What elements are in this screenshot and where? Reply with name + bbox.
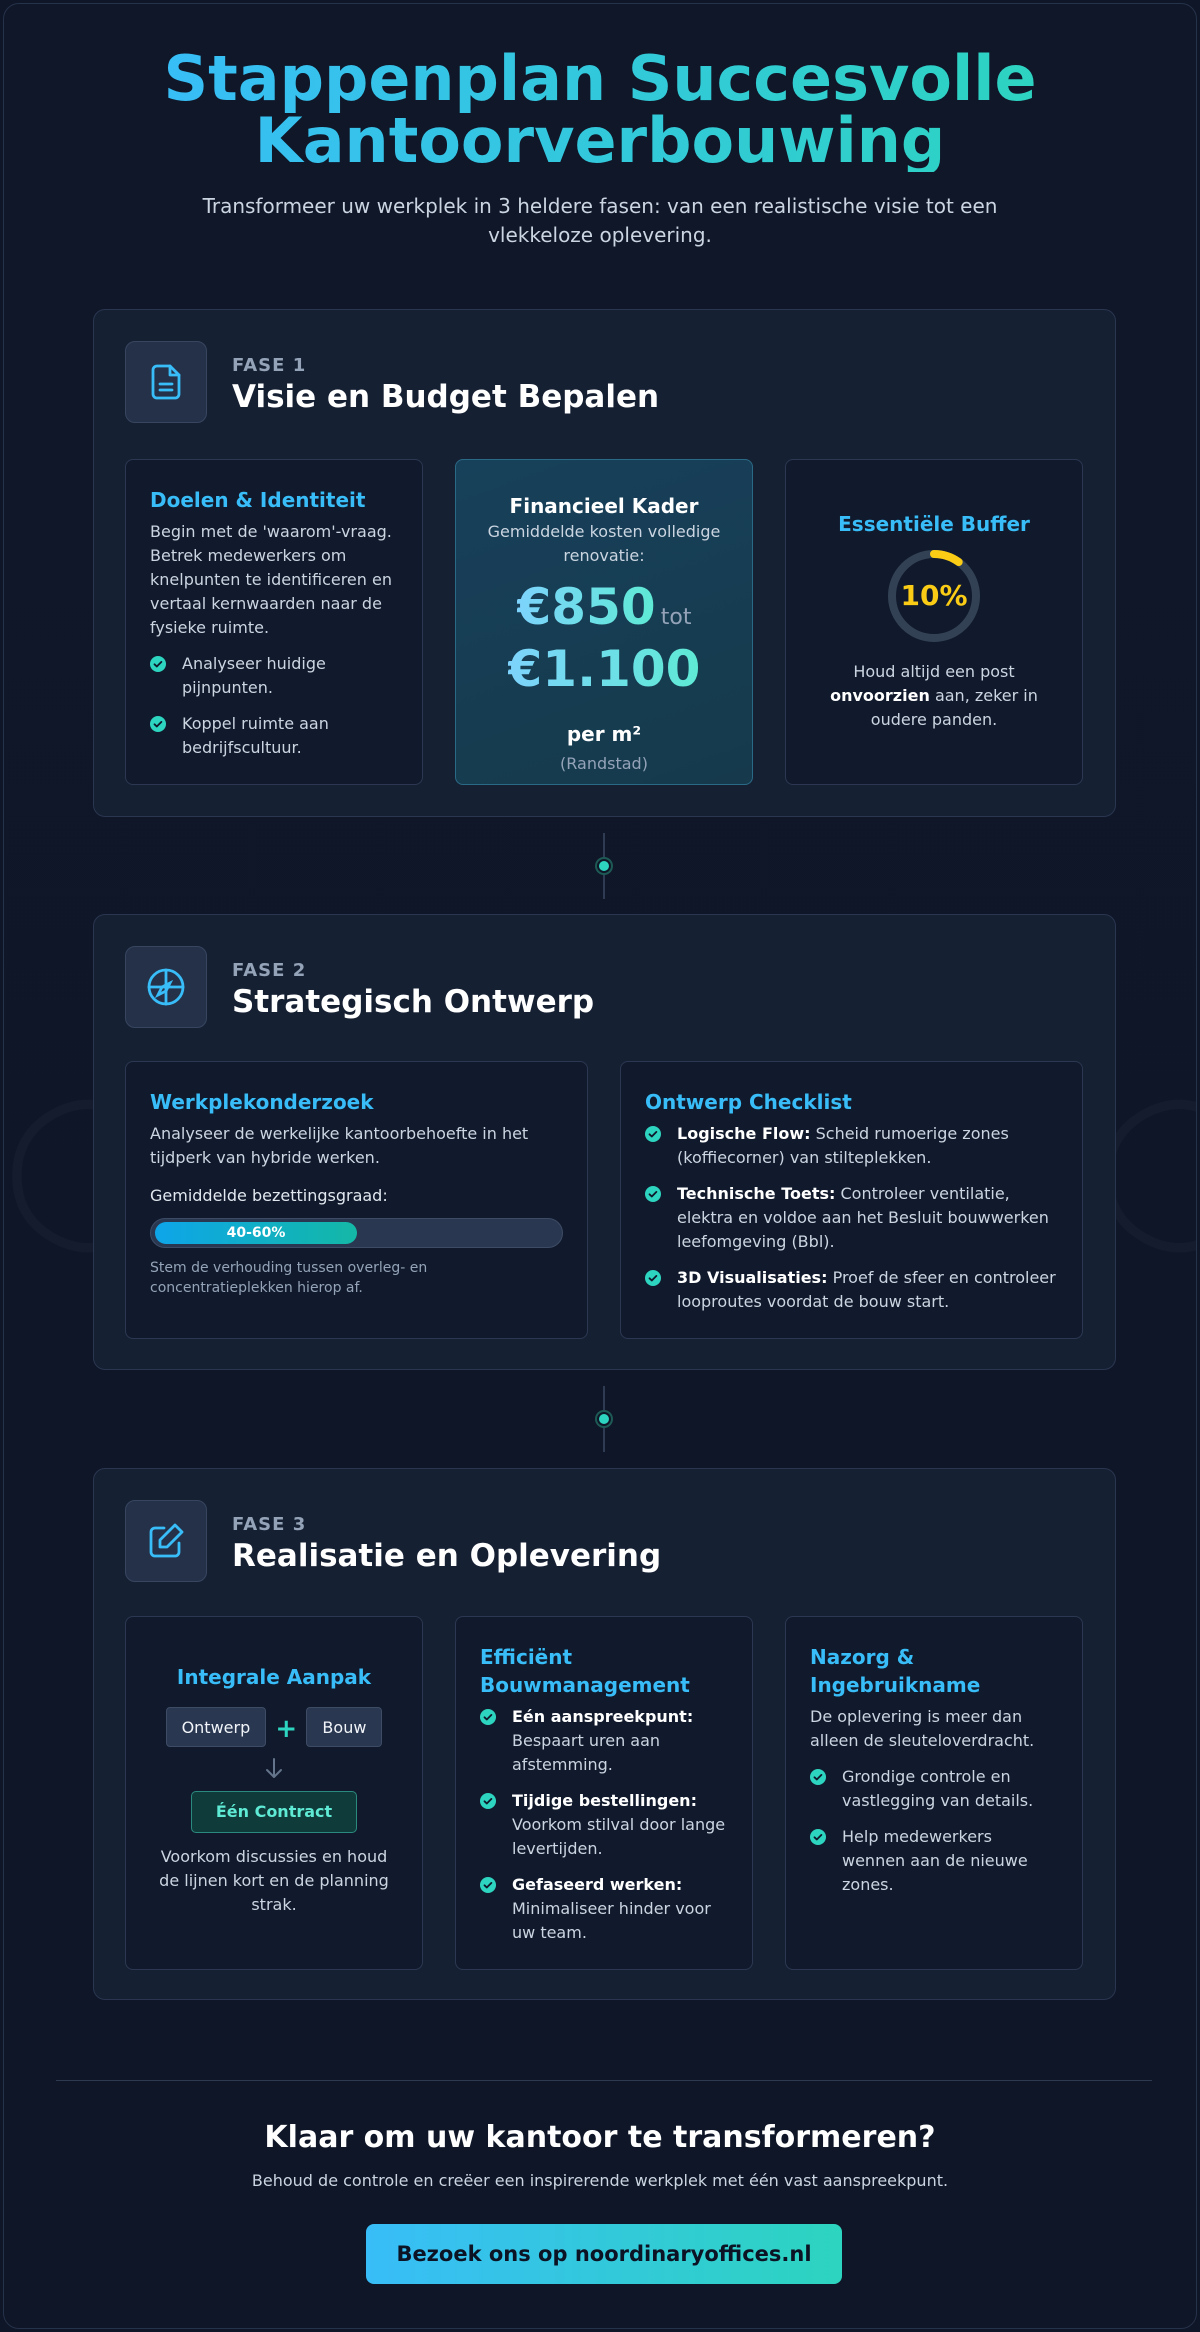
page-subtitle: Transformeer uw werkplek in 3 heldere fasen: van een realistische visie tot een vlekkeloze oplevering. [202,194,998,247]
integral-text: Voorkom discussies en houd de lijnen kort en de planning strak. [159,1847,389,1914]
occupancy-value: 40-60% [226,1225,286,1241]
document-icon [125,341,207,423]
design-checklist-card [620,1061,1083,1339]
phase-3-title: Realisatie en Oplevering [232,1538,662,1574]
finance-card [455,459,753,785]
finance-connector: tot [660,605,692,630]
aftercare-title: Nazorg & Ingebruikname [810,1645,981,1697]
design-checklist [645,1122,1058,1314]
research-note: Stem de verhouding tussen overleg- en concentratieplekken hierop af. [150,1260,428,1296]
list-item: Grondige controle en vastlegging van details. [810,1765,1058,1813]
check-circle-icon [645,1186,661,1202]
check-circle-icon [810,1829,826,1845]
buffer-title: Essentiële Buffer [838,512,1030,536]
check-circle-icon [480,1877,496,1893]
buffer-value: 10% [900,579,968,612]
page-title: Stappenplan Succesvolle Kantoorverbouwing [140,48,1060,172]
buffer-gauge [886,548,982,644]
phase-1-title: Visie en Budget Bepalen [232,379,660,415]
connector-dot [597,1412,611,1426]
phase-1-kicker: FASE 1 [232,355,307,376]
finance-high: €1.100 [507,640,701,698]
check-circle-icon [645,1126,661,1142]
plus-icon: + [275,1713,298,1744]
design-checklist-title: Ontwerp Checklist [645,1090,852,1114]
phase-1-section [93,309,1116,817]
check-circle-icon [480,1709,496,1725]
management-list [480,1705,728,1945]
goals-title: Doelen & Identiteit [150,488,366,512]
design-box: Ontwerp [166,1707,267,1747]
finance-range [480,578,728,706]
occupancy-label: Gemiddelde bezettingsgraad: [150,1186,388,1205]
hero [4,42,1196,250]
cta-subtitle: Behoud de controle en creëer een inspirerende werkplek met één vast aanspreekpunt. [251,2171,949,2190]
research-title: Werkplekonderzoek [150,1090,374,1114]
phase-2-kicker: FASE 2 [232,960,307,981]
check-circle-icon [810,1769,826,1785]
aftercare-list [810,1765,1058,1897]
management-title: Efficiënt Bouwmanagement [480,1645,690,1697]
check-circle-icon [645,1270,661,1286]
occupancy-bar [150,1218,563,1248]
compass-icon [125,946,207,1028]
finance-unit: per m² [566,722,642,746]
check-circle-icon [150,716,166,732]
check-circle-icon [150,656,166,672]
footer-divider [56,2080,1152,2081]
visit-website-button[interactable]: Bezoek ons op noordinaryoffices.nl [366,2224,842,2284]
aftercare-card [785,1616,1083,1970]
list-item: Logische Flow: Scheid rumoerige zones (koffiecorner) van stilteplekken. [645,1122,1058,1170]
goals-list [150,652,398,760]
integral-combo [150,1707,398,1747]
integral-card [125,1616,423,1970]
goals-text: Begin met de 'waarom'-vraag. Betrek medewerkers om knelpunten te identificeren en vertaal kernwaarden naar de fysieke ruimte. [150,522,392,637]
list-item: Tijdige bestellingen: Voorkom stilval door lange levertijden. [480,1789,728,1861]
phase-2-title: Strategisch Ontwerp [232,984,595,1020]
aftercare-text: De oplevering is meer dan alleen de sleuteloverdracht. [810,1707,1035,1750]
cta-section [4,2120,1196,2190]
phase-connector [602,833,606,899]
management-card [455,1616,753,1970]
phase-2-section [93,914,1116,1370]
phase-3-kicker: FASE 3 [232,1514,307,1535]
cta-title: Klaar om uw kantoor te transformeren? [264,2120,936,2155]
buffer-card [785,459,1083,785]
finance-low: €850 [516,578,656,636]
phase-connector [602,1386,606,1452]
connector-dot [597,859,611,873]
research-card [125,1061,588,1339]
list-item: Gefaseerd werken: Minimaliseer hinder voor uw team. [480,1873,728,1945]
check-circle-icon [480,1793,496,1809]
buffer-text: Houd altijd een post onvoorzien aan, zeker in oudere panden. [830,662,1038,729]
integral-title: Integrale Aanpak [176,1665,372,1689]
edit-icon [125,1500,207,1582]
build-box: Bouw [306,1707,382,1747]
finance-subtitle: Gemiddelde kosten volledige renovatie: [487,522,721,565]
page-frame [3,3,1197,2329]
goals-card [125,459,423,785]
list-item: Help medewerkers wennen aan de nieuwe zones. [810,1825,1058,1897]
arrow-down-icon [150,1757,398,1785]
finance-title: Financieel Kader [509,494,699,518]
phase-3-section [93,1468,1116,2000]
list-item: Technische Toets: Controleer ventilatie, elektra en voldoe aan het Besluit bouwwerken leefomgeving (Bbl). [645,1182,1058,1254]
list-item: Analyseer huidige pijnpunten. [150,652,398,700]
finance-note: (Randstad) [560,754,648,773]
occupancy-bar-fill [155,1222,357,1244]
research-text: Analyseer de werkelijke kantoorbehoefte in het tijdperk van hybride werken. [150,1124,529,1167]
list-item: 3D Visualisaties: Proef de sfeer en controleer looproutes voordat de bouw start. [645,1266,1058,1314]
list-item: Koppel ruimte aan bedrijfscultuur. [150,712,398,760]
list-item: Eén aanspreekpunt: Bespaart uren aan afstemming. [480,1705,728,1777]
contract-badge: Één Contract [191,1791,357,1833]
